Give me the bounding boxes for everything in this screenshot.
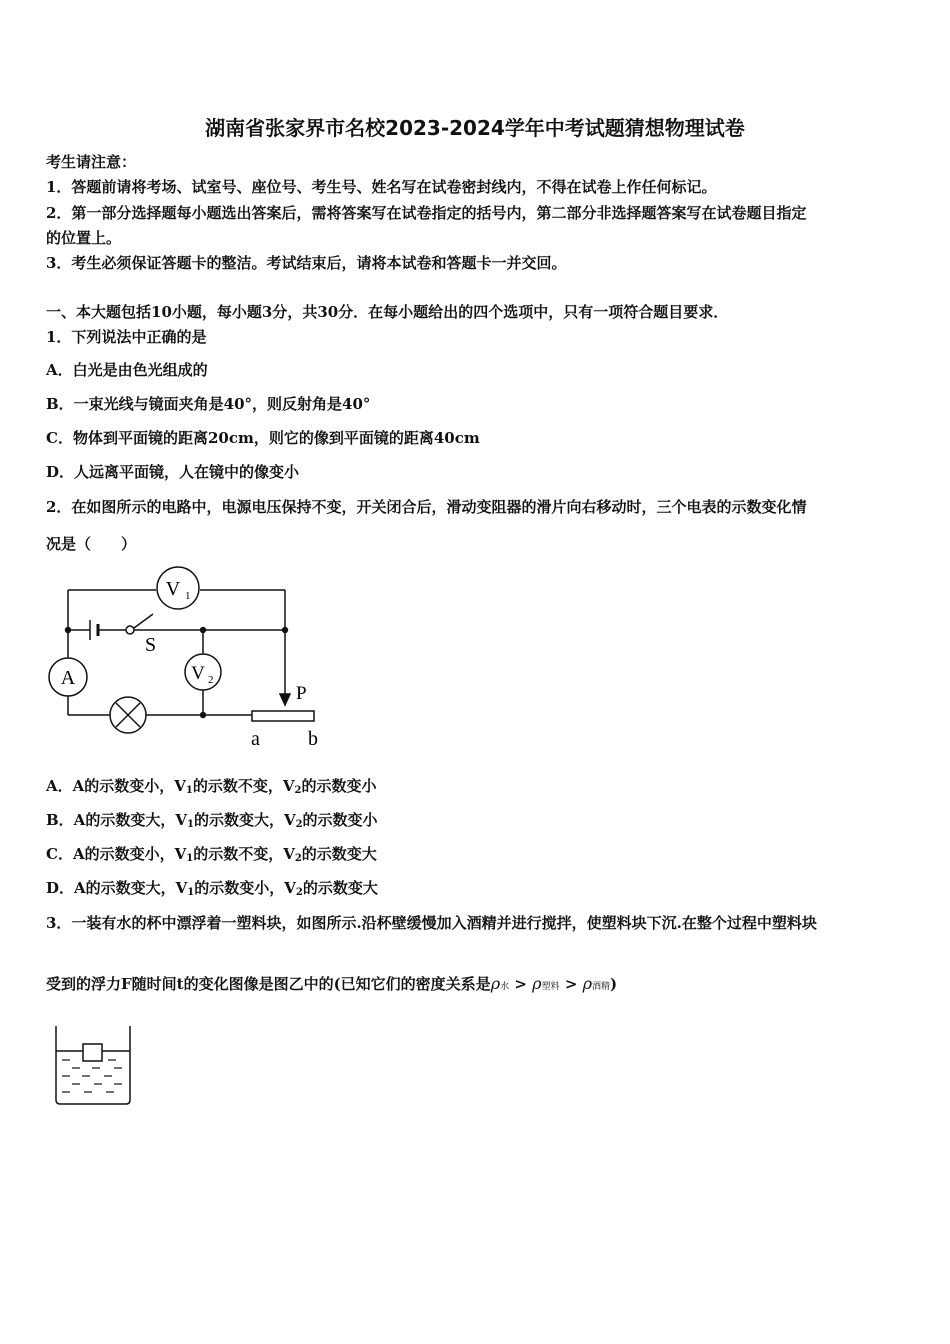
q3-stem-line2: 受到的浮力F随时间t的变化图像是图乙中的(已知它们的密度关系是ρ水 > ρ塑料 > ρ酒精) <box>46 974 618 993</box>
q2-stem-line2: 况是（ ） <box>46 535 137 553</box>
notice-item-2-line1: 2．第一部分选择题每小题选出答案后，需将答案写在试卷指定的括号内，第二部分非选择题答案写在试卷题目指定 <box>46 204 807 222</box>
rheostat-end-b-label: b <box>308 728 318 750</box>
q2-option-b: B．A的示数变大，$V_1$的示数变大，$V_2$的示数变小 <box>46 811 378 830</box>
notice-item-2-line2: 的位置上。 <box>46 229 122 247</box>
q2-option-d: D．A的示数变大，$V_1$的示数变小，$V_2$的示数变大 <box>46 879 378 898</box>
q1-option-b: B．一束光线与镜面夹角是40°，则反射角是40° <box>46 395 371 413</box>
q1-option-d: D．人远离平面镜，人在镜中的像变小 <box>46 463 300 481</box>
circuit-diagram <box>40 562 340 757</box>
v2-label: V <box>191 663 205 684</box>
switch-label: S <box>145 634 157 656</box>
q1-stem: 1．下列说法中正确的是 <box>46 328 207 346</box>
lamp-icon <box>110 697 146 733</box>
notice-item-3: 3．考生必须保证答题卡的整洁。考试结束后，请将本试卷和答题卡一并交回。 <box>46 254 567 272</box>
slider-label: P <box>296 683 307 704</box>
notice-heading: 考生请注意： <box>46 153 137 171</box>
notice-item-1: 1．答题前请将考场、试室号、座位号、考生号、姓名写在试卷密封线内，不得在试卷上作任何标记。 <box>46 178 717 196</box>
q2-option-c: C．A的示数变小，$V_1$的示数不变，$V_2$的示数变大 <box>46 845 377 864</box>
q3-stem-line1: 3．一装有水的杯中漂浮着一塑料块，如图所示.沿杯壁缓慢加入酒精并进行搅拌，使塑料块下沉.在整个过程中塑料块 <box>46 914 817 932</box>
q1-option-c: C．物体到平面镜的距离20cm，则它的像到平面镜的距离40cm <box>46 429 480 447</box>
q2-stem-line1: 2．在如图所示的电路中，电源电压保持不变，开关闭合后，滑动变阻器的滑片向右移动时，三个电表的示数变化情 <box>46 498 807 516</box>
rheostat-end-a-label: a <box>251 728 260 750</box>
switch-terminal-icon <box>126 626 134 634</box>
beaker-figure <box>48 1018 138 1110</box>
page-title: 湖南省张家界市名校2023-2024学年中考试题猜想物理试卷 <box>205 116 745 140</box>
section-heading: 一、本大题包括10小题，每小题3分，共30分．在每小题给出的四个选项中，只有一项符合题目要求． <box>46 303 729 321</box>
v2-subscript: 2 <box>208 674 214 686</box>
q2-option-a: A．A的示数变小，$V_1$的示数不变，$V_2$的示数变小 <box>46 777 377 796</box>
v1-label: V <box>165 578 181 600</box>
ammeter-label: A <box>60 667 76 689</box>
q1-option-a: A．白光是由色光组成的 <box>46 361 208 379</box>
plastic-block <box>83 1044 102 1061</box>
v1-subscript: 1 <box>185 590 191 602</box>
